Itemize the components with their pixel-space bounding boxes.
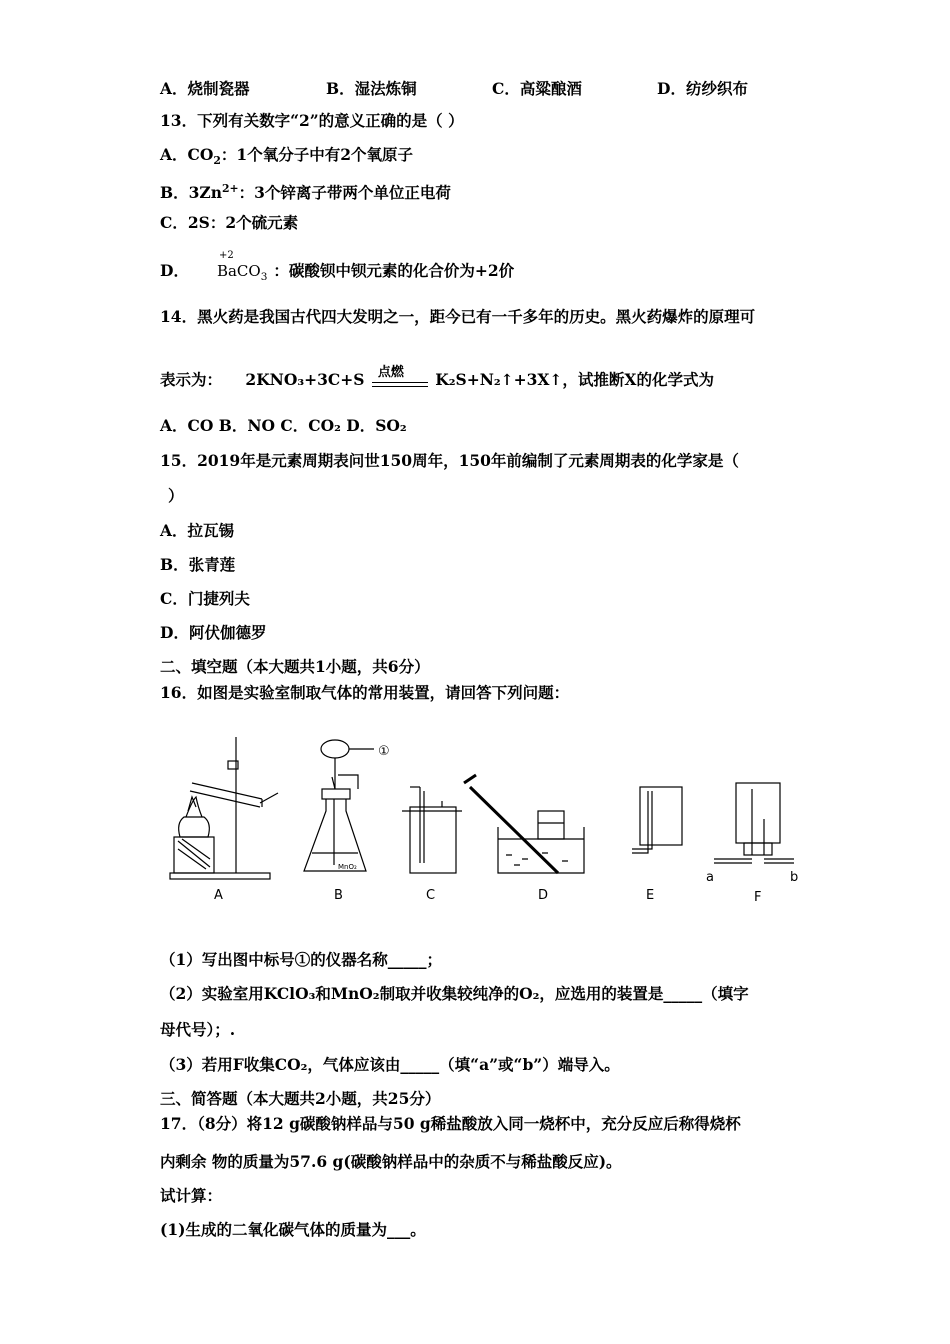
q14-options: A．CO B．NO C．CO₂ D．SO₂: [160, 416, 407, 435]
port-b-label: b: [790, 870, 799, 885]
q17-line2: 内剩余 物的质量为57.6 g(碳酸钠样品中的杂质不与稀盐酸反应)。: [160, 1152, 622, 1171]
q12-option-c: C．高粱酿酒: [492, 79, 582, 98]
label-a: A: [214, 888, 223, 903]
q13-option-b: B．$3Zn^{2+}$：3个锌离子带两个单位正电荷: [160, 182, 451, 203]
q12-option-b: B．湿法炼铜: [326, 79, 417, 98]
q17-line1: 17．（8分）将12 g碳酸钠样品与50 g稀盐酸放入同一烧杯中，充分反应后称得烧杯: [160, 1114, 741, 1133]
q13-option-c: C．2S：2个硫元素: [160, 213, 299, 232]
q16-part-3: （3）若用F收集CO₂，气体应该由_____（填“a”或“b”）端导入。: [160, 1055, 620, 1074]
q16-part-2-line1: （2）实验室用KClO₃和MnO₂制取并收集较纯净的O₂，应选用的装置是_____（填字: [160, 984, 749, 1003]
apparatus-e: [632, 787, 682, 853]
apparatus-f: [714, 783, 794, 863]
apparatus-b: [304, 740, 374, 871]
reaction-condition-arrow: 点燃: [372, 365, 428, 393]
section-2-heading: 二、填空题（本大题共1小题，共6分）: [160, 657, 430, 676]
q12-option-d: D．纺纱织布: [657, 79, 748, 98]
apparatus-c: [402, 787, 462, 873]
equation-right: K₂S+N₂↑+3X↑，试推断X的化学式为: [435, 370, 714, 389]
port-a-label: a: [706, 870, 714, 885]
q14-stem: 14．黑火药是我国古代四大发明之一，距今已有一千多年的历史。黑火药爆炸的原理可: [160, 307, 756, 326]
q13-stem: 13．下列有关数字“2”的意义正确的是（ ）: [160, 111, 464, 130]
equation-left: 2KNO₃+3C+S: [245, 369, 365, 389]
q13-option-a: A．$CO_2$：1个氧分子中有2个氧原子: [160, 145, 413, 168]
apparatus-figure: [162, 727, 812, 907]
q16-part-2-line2: 母代号）；.: [160, 1020, 236, 1039]
q15-option-a: A．拉瓦锡: [160, 521, 235, 540]
barium-carbonate-formula: +2 BaCO$_3$: [216, 250, 268, 283]
section-3-heading: 三、简答题（本大题共2小题，共25分）: [160, 1089, 441, 1108]
label-b: B: [334, 888, 343, 903]
label-d: D: [538, 888, 549, 903]
q14-reaction-line: 表示为： 2KNO₃+3C+S 点燃 K₂S+N₂↑+3X↑，试推断X的化学式为: [160, 365, 714, 395]
label-c: C: [426, 888, 436, 903]
flask-content-label: MnO₂: [338, 863, 357, 871]
q15-option-b: B．张青莲: [160, 555, 236, 574]
q12-option-a: A．烧制瓷器: [160, 79, 250, 98]
q17-line3: 试计算：: [160, 1186, 223, 1205]
label-f: F: [754, 890, 762, 905]
q16-part-1: （1）写出图中标号①的仪器名称_____；: [160, 950, 443, 969]
q15-option-c: C．门捷列夫: [160, 589, 250, 608]
q13-option-d: D． +2 BaCO$_3$ ：碳酸钡中钡元素的化合价为+2价: [160, 250, 515, 283]
q15-stem-close: ）: [168, 486, 184, 505]
q15-option-d: D．阿伏伽德罗: [160, 623, 267, 642]
apparatus-d: [464, 775, 584, 873]
q16-stem: 16．如图是实验室制取气体的常用装置，请回答下列问题：: [160, 683, 570, 702]
q15-stem: 15．2019年是元素周期表问世150周年，150年前编制了元素周期表的化学家是（: [160, 451, 739, 470]
apparatus-a: [170, 737, 278, 879]
label-e: E: [646, 888, 655, 903]
q17-line4: (1)生成的二氧化碳气体的质量为___。: [160, 1220, 426, 1239]
marker-1: ①: [378, 744, 390, 759]
